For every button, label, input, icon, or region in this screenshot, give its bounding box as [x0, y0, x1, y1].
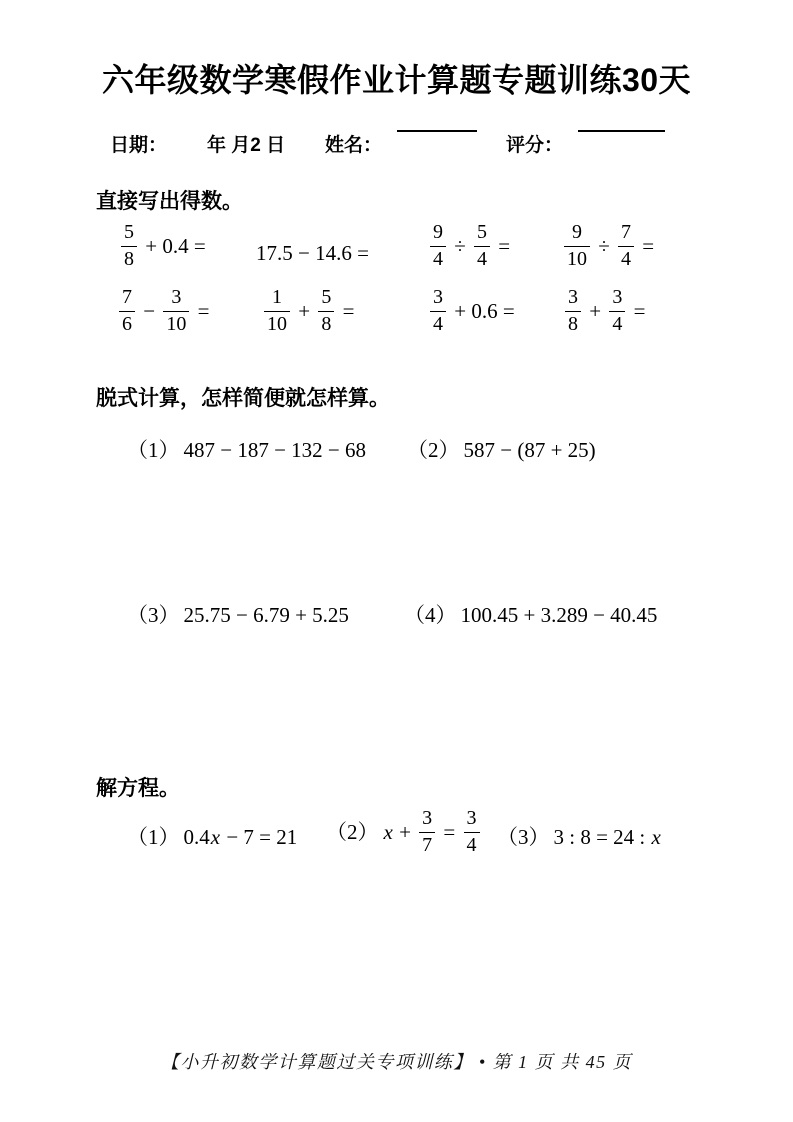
- fraction-denominator: 8: [121, 246, 137, 271]
- equation-problem-3: [497, 824, 662, 850]
- calc-problem-3: [127, 602, 349, 628]
- oral-problem-4: [561, 221, 655, 272]
- fraction: [318, 287, 334, 335]
- fraction: [264, 287, 290, 335]
- oral-problem-2: [256, 240, 369, 266]
- fraction: [121, 222, 137, 270]
- fraction: [430, 222, 446, 270]
- fraction-denominator: 4: [609, 311, 625, 336]
- fraction-denominator: 4: [430, 246, 446, 271]
- fraction: [609, 287, 625, 335]
- fraction-numerator: 3: [422, 807, 433, 829]
- fraction-numerator: 3: [568, 286, 578, 308]
- math-text: 17.5 − 14.6 =: [256, 241, 369, 265]
- equation-problem-2: [326, 807, 483, 858]
- header-meta-row: [0, 130, 793, 164]
- problem-number: （4）: [404, 603, 457, 627]
- problem-number: （2）: [407, 438, 460, 462]
- page-title: 六年级数学寒假作业计算题专题训练30天: [101, 62, 692, 98]
- fraction-numerator: 9: [433, 221, 443, 243]
- problem-number: （1）: [127, 438, 180, 462]
- section-oral-heading: 直接写出得数。: [96, 190, 243, 213]
- fraction: [564, 222, 590, 270]
- oral-problem-8: [562, 286, 646, 337]
- math-text: =: [637, 233, 655, 258]
- fraction-denominator: 10: [264, 311, 290, 336]
- fraction-denominator: 7: [419, 832, 435, 857]
- math-text: ÷: [593, 233, 616, 258]
- name-blank-line: [397, 130, 477, 132]
- math-text: + 0.6 =: [449, 298, 515, 323]
- fraction-numerator: 1: [272, 286, 282, 308]
- calc-problem-4: [404, 602, 657, 628]
- date-template: 年 月2 日: [207, 135, 286, 156]
- oral-problem-7: [427, 286, 515, 337]
- math-text: =: [628, 298, 646, 323]
- problem-expression: 25.75 − 6.79 + 5.25: [183, 603, 349, 627]
- fraction-numerator: 7: [122, 286, 132, 308]
- problem-number: （3）: [127, 603, 180, 627]
- fraction: [163, 287, 189, 335]
- math-text: +: [393, 819, 417, 844]
- math-text: 3 : 8 = 24 :: [553, 825, 651, 849]
- calc-problem-1: [127, 437, 366, 463]
- fraction: [430, 287, 446, 335]
- math-variable: x: [383, 819, 393, 844]
- fraction: [565, 287, 581, 335]
- fraction-numerator: 3: [466, 807, 477, 829]
- fraction: [119, 287, 135, 335]
- fraction-denominator: 4: [430, 311, 446, 336]
- oral-problem-5: [116, 286, 210, 337]
- equation-expression: [383, 807, 483, 856]
- math-text: =: [192, 298, 210, 323]
- math-text: +: [293, 298, 316, 323]
- fraction-denominator: 4: [464, 832, 480, 857]
- fraction-denominator: 4: [474, 246, 490, 271]
- math-text: =: [337, 298, 355, 323]
- math-text: 0.4: [183, 825, 210, 849]
- score-blank-line: [578, 130, 665, 132]
- page-footer: 【小升初数学计算题过关专项训练】 • 第 1 页 共 45 页: [160, 1052, 633, 1072]
- math-text: =: [438, 819, 461, 844]
- fraction-denominator: 10: [163, 311, 189, 336]
- fraction-numerator: 7: [621, 221, 632, 243]
- equation-problem-1: [127, 824, 297, 850]
- oral-problem-3: [427, 221, 511, 272]
- name-label: 姓名：: [325, 135, 383, 156]
- equation-expression: [554, 825, 662, 849]
- fraction: [419, 808, 435, 856]
- math-text: −: [138, 298, 161, 323]
- fraction-numerator: 9: [572, 221, 582, 243]
- problem-number: （1）: [127, 825, 180, 849]
- problem-expression: 487 − 187 − 132 − 68: [183, 438, 367, 462]
- fraction-numerator: 5: [321, 286, 332, 308]
- problem-number: （3）: [497, 825, 550, 849]
- math-text: =: [493, 233, 511, 258]
- fraction: [474, 222, 490, 270]
- fraction-denominator: 10: [564, 246, 590, 271]
- fraction-numerator: 3: [433, 286, 443, 308]
- fraction-numerator: 3: [612, 286, 623, 308]
- math-text: − 7 = 21: [221, 825, 298, 849]
- fraction-numerator: 3: [171, 286, 182, 308]
- math-text: ÷: [449, 233, 472, 258]
- math-text: +: [584, 298, 607, 323]
- equation-expression: [184, 825, 298, 849]
- calc-problem-2: [407, 437, 596, 463]
- fraction-numerator: 5: [477, 221, 488, 243]
- fraction: [464, 808, 480, 856]
- fraction: [618, 222, 634, 270]
- section-equations-heading: 解方程。: [96, 777, 180, 800]
- problem-expression: 587 − (87 + 25): [463, 438, 596, 462]
- score-label: 评分：: [506, 135, 564, 156]
- problem-number: （2）: [326, 819, 379, 844]
- math-text: + 0.4 =: [140, 233, 206, 258]
- fraction-denominator: 6: [119, 311, 135, 336]
- fraction-denominator: 8: [565, 311, 581, 336]
- fraction-numerator: 5: [124, 221, 134, 243]
- math-variable: x: [651, 825, 661, 849]
- fraction-denominator: 8: [318, 311, 334, 336]
- oral-problem-6: [261, 286, 355, 337]
- section-calc-heading: 脱式计算，怎样简便就怎样算。: [96, 387, 390, 410]
- math-variable: x: [210, 825, 221, 849]
- problem-expression: 100.45 + 3.289 − 40.45: [460, 603, 658, 627]
- date-label: 日期：: [110, 135, 168, 156]
- fraction-denominator: 4: [618, 246, 634, 271]
- oral-problem-1: [118, 221, 206, 272]
